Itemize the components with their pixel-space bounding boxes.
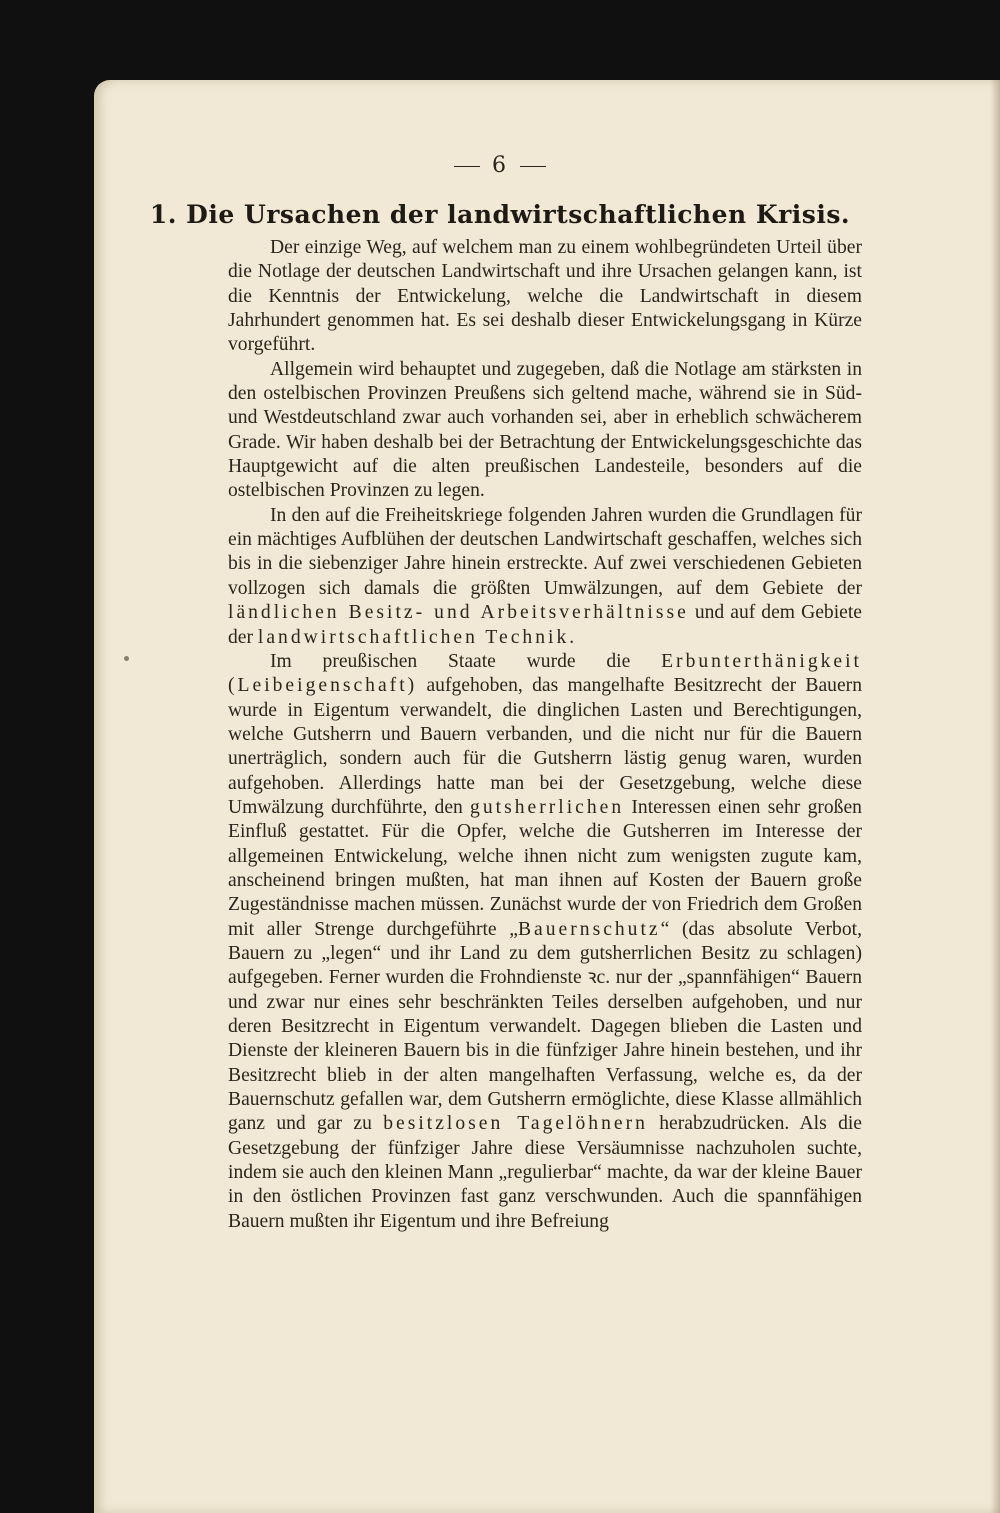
emphasized-text: Erbunterthänigkeit (Leibeigenschaft) xyxy=(228,650,862,697)
paragraph xyxy=(228,504,862,650)
paragraph-text: “ (das absolute Verbot, Bauern zu „legen“ und ihr Land zu dem gutsherrlichen Besitz zu schlagen) aufgegeben. Ferner wurden die Frohndienste ꝛc. nur der „spannfähigen“ Bauern und zwar nur eines sehr beschränkten Teiles derselben aufgehoben, und nur deren Besitzrecht in Eigentum verwandelt. Dagegen blieben die Lasten und Dienste der kleineren Bauern bis in die fünfziger Jahre hinein bestehen, und ihr Besitzrecht blieb in der alten mangelhaften Verfassung, welche es, da der Bauernschutz gefallen war, dem Gutsherrn ermöglichte, diese Klasse allmählich ganz und gar zu xyxy=(228,918,862,1135)
paragraph-text: In den auf die Freiheitskriege folgenden Jahren wurden die Grundlagen für ein mächtiges Aufblühen der deutschen Landwirtschaft geschaffen, welches sich bis in die siebenziger Jahre hinein erstreckte. Auf zwei verschiedenen Gebieten vollzogen sich damals die größten Umwälzungen, auf dem Gebiete der xyxy=(228,504,862,599)
paragraph-text: Interessen einen sehr großen Einfluß gestattet. Für die Opfer, welche die Gutsherren im Interesse der allgemeinen Entwickelung, welche ihnen nicht zum wenigsten zugute kam, anscheinend bringen mußten, hat man ihnen auf Kosten der Bauern große Zugeständnisse machen müssen. Zunächst wurde der von Friedrich dem Großen mit aller Strenge durchgeführte „ xyxy=(228,796,862,940)
paragraph xyxy=(228,358,862,504)
paragraph-text: Im preußischen Staate wurde die xyxy=(270,650,662,672)
right-dash xyxy=(520,166,546,167)
left-dash xyxy=(454,166,480,167)
emphasized-text: ländlichen Besitz- und Arbeitsverhältnisse xyxy=(228,602,689,624)
paragraph xyxy=(228,236,862,358)
paragraph-text: aufgehoben, das mangelhafte Besitzrecht der Bauern wurde in Eigentum verwandelt, die dinglichen Lasten und Berechtigungen, welche Gutsherrn und Bauern verbanden, und die nicht nur für die Bauern unerträglich, sondern auch für die Gutsherrn lästig genug waren, wurden aufgehoben. Allerdings hatte man bei der Gesetzgebung, welche diese Umwälzung durchführte, den xyxy=(228,675,862,818)
paragraph-text: herabzudrücken. Als die Gesetzgebung der fünfziger Jahre diese Versäumnisse nachzuholen suchte, indem sie auch den kleinen Mann „regulierbar“ machte, da war der kleine Bauer in den östlichen Provinzen fast ganz verschwunden. Auch die spannfähigen Bauern mußten ihr Eigentum und ihre Befreiung xyxy=(228,1113,863,1232)
emphasized-text: gutsherrlichen xyxy=(470,796,625,818)
paragraph xyxy=(228,650,862,1234)
emphasized-text: besitzlosen Tagelöhnern xyxy=(383,1113,648,1135)
section-title: 1. Die Ursachen der landwirtschaftlichen Krisis. xyxy=(149,200,851,229)
paragraph-text: . xyxy=(569,626,575,648)
page-number xyxy=(0,153,1000,178)
body-text xyxy=(228,236,862,1234)
emphasized-text: landwirtschaftlichen Technik xyxy=(257,626,570,648)
paragraph-text: Allgemein wird behauptet und zugegeben, daß die Notlage am stärksten in den ostelbischen Provinzen Preußens sich geltend mache, während sie in Süd- und Westdeutschland zwar auch vorhanden sei, aber in erheblich schwächerem Grade. Wir haben deshalb bei der Betrachtung der Entwickelungsgeschichte das Hauptgewicht auf die alten preußischen Landesteile, besonders auf die ostelbischen Provinzen zu legen. xyxy=(228,358,862,502)
paragraph-text: und auf dem Gebiete der xyxy=(228,602,862,648)
margin-mark xyxy=(124,656,129,661)
emphasized-text: Bauernschutz xyxy=(517,918,661,940)
page-number-value: 6 xyxy=(492,153,508,178)
paragraph-text: Der einzige Weg, auf welchem man zu einem wohlbegründeten Urteil über die Notlage der deutschen Landwirtschaft und ihre Ursachen gelangen kann, ist die Kenntnis der Entwickelung, welche die Landwirtschaft in diesem Jahrhundert genommen hat. Es sei deshalb dieser Entwickelungsgang in Kürze vorgeführt. xyxy=(228,237,862,356)
page-edge-shadow xyxy=(990,80,1000,1513)
